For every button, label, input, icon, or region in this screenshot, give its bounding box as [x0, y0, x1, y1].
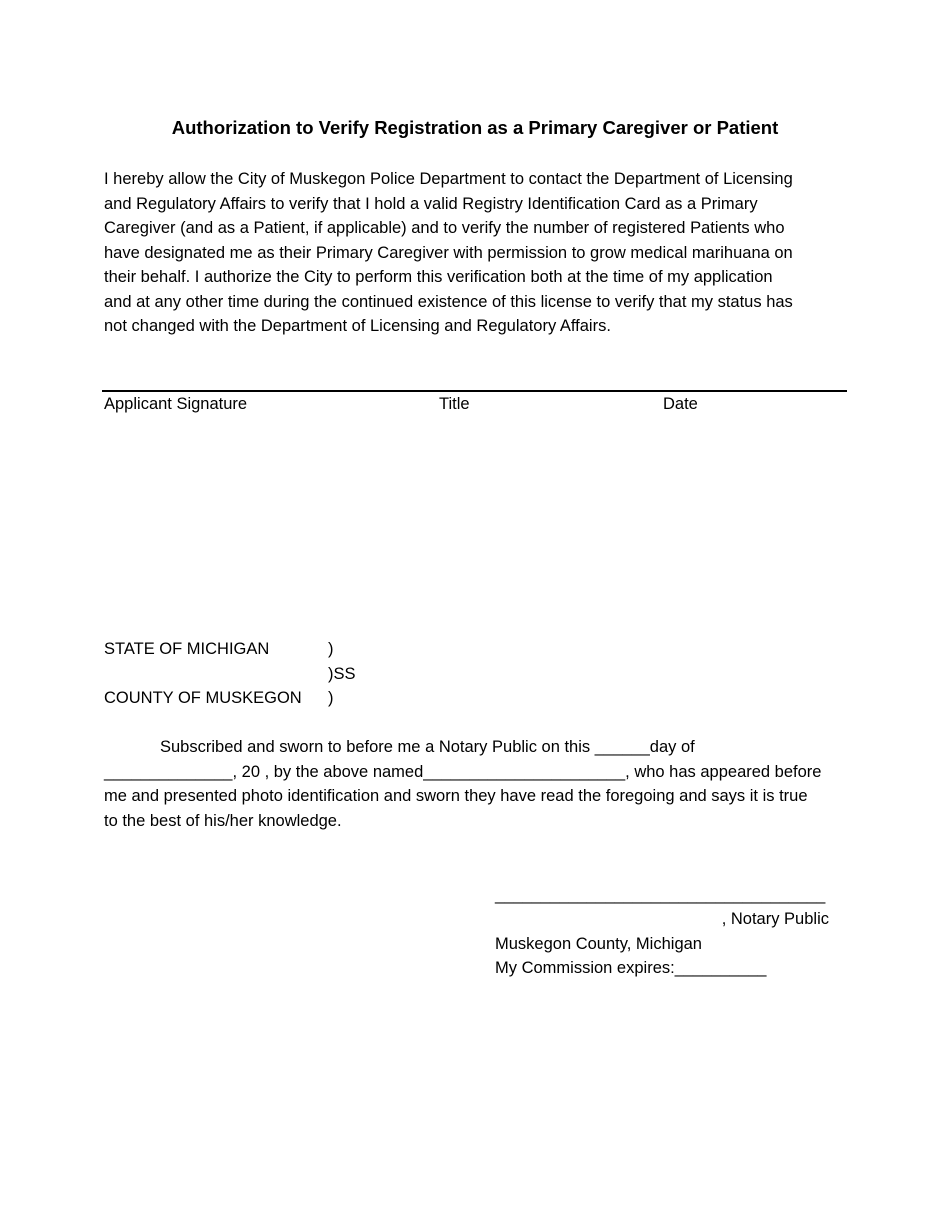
venue-paren: ) [328, 689, 334, 707]
authorization-line: have designated me as their Primary Caregiver with permission to grow medical marihuana on [104, 243, 793, 262]
authorization-line: their behalf. I authorize the City to perform this verification both at the time of my application [104, 268, 773, 286]
authorization-line: Caregiver (and as a Patient, if applicable) and to verify the number of registered Patients who [104, 219, 785, 237]
signature-rule [102, 390, 847, 392]
authorization-line: and at any other time during the continued existence of this license to verify that my status has [104, 292, 793, 311]
authorization-line: and Regulatory Affairs to verify that I hold a valid Registry Identification Card as a Primary [104, 194, 758, 213]
title-label: Title [439, 395, 470, 413]
jurat-line: ______________, 20 , by the above named______________________, who has appeared before [104, 762, 822, 781]
notary-county: Muskegon County, Michigan [495, 935, 702, 953]
jurat-line: to the best of his/her knowledge. [104, 811, 342, 830]
venue-county: COUNTY OF MUSKEGON [104, 689, 302, 707]
notary-signature-line: ____________________________________ [495, 886, 826, 904]
jurat-line: me and presented photo identification and sworn they have read the foregoing and says it is true [104, 787, 808, 805]
page-title: Authorization to Verify Registration as a Primary Caregiver or Patient [171, 117, 779, 138]
authorization-line: I hereby allow the City of Muskegon Police Department to contact the Department of Licensing [104, 170, 793, 188]
authorization-paragraph [104, 167, 844, 339]
jurat-paragraph [104, 735, 844, 833]
authorization-line: not changed with the Department of Licensing and Regulatory Affairs. [104, 317, 611, 335]
jurat-line: Subscribed and sworn to before me a Notary Public on this ______day of [160, 738, 695, 756]
applicant-signature-label: Applicant Signature [104, 395, 248, 413]
notary-commission: My Commission expires:__________ [495, 959, 767, 977]
venue-ss: )SS [328, 665, 356, 683]
venue-paren: ) [328, 640, 334, 658]
venue-state: STATE OF MICHIGAN [104, 640, 270, 658]
notary-public-label: , Notary Public [721, 910, 829, 928]
date-label: Date [663, 395, 698, 413]
